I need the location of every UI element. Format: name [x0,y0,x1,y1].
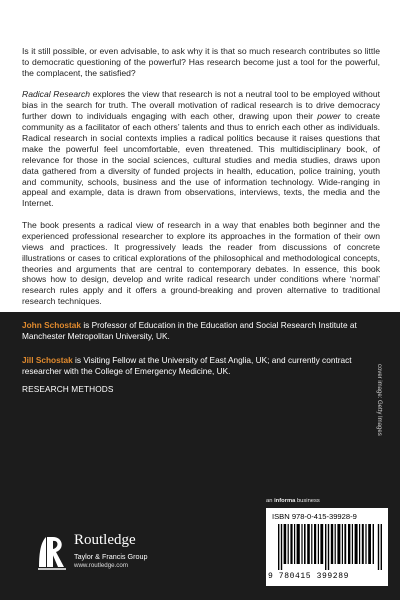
book-title-italic: Radical Research [22,89,91,100]
author-bio-text-1: is Professor of Education in the Education and Social Research Institute at Manchester Metropolitan University, UK. [22,320,357,341]
blurb-text [22,46,380,318]
power-emphasis: power [317,111,341,122]
author-panel [0,312,400,600]
routledge-r-logo-icon [36,532,68,572]
informa-business-tag [266,498,320,504]
barcode-digits: 9 780415 399289 [268,572,350,581]
publisher-name: Routledge [74,532,136,548]
cover-image-credit: cover image: Getty Images [376,364,382,436]
blurb-paragraph-3: The book presents a radical view of research in a way that enables both beginner and the experienced professional researcher to explore its approaches in the formation of their own views and practices. It progressively leads the reader from discussions of concrete illustrations or cases to critical explorations of the philosophical and methodological concepts, theories and arguments that are central to contemporary debates. In essence, this book shows how to design, develop and write radical research under conditions where ‘normal’ research rules apply and it offers a ground-breaking and proven alternative to traditional research techniques. [22,219,380,307]
author-name-2: Jill Schostak [22,355,73,365]
blurb-paragraph-1: Is it still possible, or even advisable, to ask why it is that so much research contributes so little to democratic questioning of the powerful? Has research become just a tool for the powerful, the complacent, the satisfied? [22,46,380,78]
publisher-group: Taylor & Francis Group [74,552,148,561]
isbn-barcode-box [266,508,388,586]
informa-prefix: an [266,498,275,504]
author-bio-text-2: is Visiting Fellow at the University of East Anglia, UK; and currently contract researcher with the College of Emergency Medicine, UK. [22,355,352,376]
blurb-paragraph-2-part-b: to create community as a facilitator of each others’ talents and thus to enrich each other as individuals. Radical research in social contexts implies a radical politics because it raises questions that make the powerful feel uncomfortable, even threatened. This multidisciplinary book, of relevance for those in the social sciences, cultural studies and media studies, draws upon data gathered from a diversity of funded projects in health, education, police training, youth and community, schools, business and the use of information technology. Wide-ranging in appeal and example, data is drawn from observations, interviews, texts, the media and the Internet. [22,111,381,209]
isbn-label: ISBN 978-0-415-39928-9 [272,512,357,521]
informa-suffix: business [295,498,320,504]
publisher-logo-block [36,528,186,584]
author-bio-2 [22,355,367,376]
author-name-1: John Schostak [22,320,82,330]
barcode-icon [278,524,382,570]
publisher-url[interactable]: www.routledge.com [74,562,128,569]
author-bio-1 [22,320,367,341]
blurb-paragraph-2 [22,89,380,209]
informa-brand: informa [274,498,296,504]
subject-category: RESEARCH METHODS [22,384,114,394]
blurb-paragraph-2-part-a: explores the view that research is not a neutral tool to be employed without bias in the search for truth. The overall motivation of radical research is to drive democracy further down to individuals engaging with each other, drawing upon their [22,89,380,122]
